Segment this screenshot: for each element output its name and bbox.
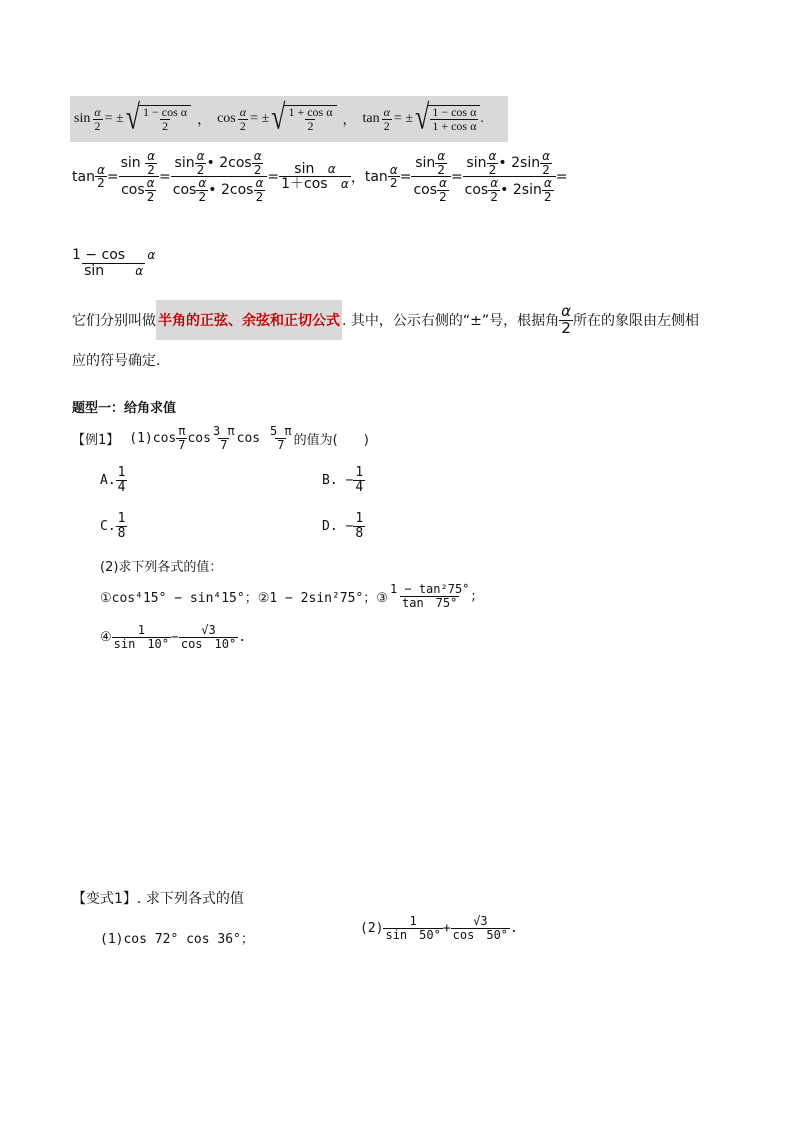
option-a[interactable]: A. $\frac{1}{4}$ — [100, 465, 126, 495]
tan-fn: tan — [362, 111, 380, 126]
tan-derivation: tan $\frac{\alpha}{2}$ = sin $\frac{\alpha}{2}$ cos $\frac{\alpha}{2}$ = sin $\frac{\alpha}{2}$ • 2cos $\frac{\alpha}{2}$ cos $\frac{\alpha}{2}$ • 2cos $\frac{\alpha}{2}$ = sin α 1＋cos α ， tan $\frac{\alpha}{2}$ = sin $\frac{\alpha}{2}$ cos $\frac{\alpha}{2}$ = sin $\frac{\alpha}{2}$ • 2sin $\frac{\alpha}{2}$ cos $\frac{\alpha}{2}$ • 2sin $\frac{\alpha}{2}$ = — [72, 149, 568, 204]
eq-pm: = ± — [104, 111, 124, 126]
variant1-q1: (1)cos 72° cos 36°； — [100, 932, 254, 947]
sin-over-cos: sin $\frac{\alpha}{2}$ cos $\frac{\alpha}{2}$ — [119, 150, 159, 203]
sin-over-cos-2: sin $\frac{\alpha}{2}$ cos $\frac{\alpha}{2}$ — [411, 150, 450, 203]
sqrt-cos: √ $\frac{\text{1 + cos α}}{2}$ — [271, 105, 336, 132]
sin-2sin-fraction: sin $\frac{\alpha}{2}$ • 2sin $\frac{\alpha}{2}$ cos $\frac{\alpha}{2}$ • 2sin $\frac{\alpha}{2}$ — [463, 150, 556, 203]
sin-2cos-fraction: sin $\frac{\alpha}{2}$ • 2cos $\frac{\alpha}{2}$ cos $\frac{\alpha}{2}$ • 2cos $\frac{\alpha}{2}$ — [171, 150, 268, 203]
option-d[interactable]: D. − $\frac{1}{8}$ — [322, 511, 364, 541]
option-c[interactable]: C. $\frac{1}{8}$ — [100, 511, 126, 541]
highlight-term: 半角的正弦、余弦和正切公式 — [156, 300, 342, 340]
section-title: 题型一：给角求值 — [72, 401, 177, 416]
alpha-over-2: $\frac{\alpha}{2}$ — [561, 301, 572, 337]
variant1-q2: (2) $\frac{1}{\sin 50^\circ}$ + $\frac{√3}{\cos 50^\circ}$ . — [360, 914, 518, 942]
sin-fn: sin — [74, 111, 91, 126]
intro-paragraph-line2: 应的符号确定. — [72, 353, 161, 369]
cos-fn: cos — [217, 111, 236, 126]
example1-item4: ④ $\frac{1}{\sin 10^\circ}$ − $\frac{√3}{\cos 10^\circ}$ . — [100, 623, 247, 651]
intro-paragraph: 它们分别叫做 半角的正弦、余弦和正切公式 . 其中，公示右侧的“±”号，根据角 $\frac{\alpha}{2}$ 所在的象限由左侧相 — [72, 300, 699, 340]
alpha-over-2: $\frac{\alpha}{2}$ — [94, 104, 101, 133]
half-angle-formulas: sin $\frac{\alpha}{2}$ = ± √ $\frac{\text{1 − cos α}}{2}$ ， cos $\frac{\alpha}{2}$ = ± √ $\frac{\text{1 + cos α}}{2}$ ， tan $\frac{\alpha}{2}$ = ± √ $\frac{\text{1 − cos α}}{\text{1 + cos α}}$ . — [70, 96, 508, 142]
sin-over-1-plus-cos: sin α 1＋cos α — [281, 160, 349, 193]
alpha-over-2: $\frac{\alpha}{2}$ — [383, 104, 390, 133]
tan-final-fraction: 1 − cos α sin α — [72, 247, 156, 279]
alpha-over-2: $\frac{\alpha}{2}$ — [239, 104, 247, 133]
option-b[interactable]: B. − $\frac{1}{4}$ — [322, 465, 364, 495]
sqrt-tan: √ $\frac{\text{1 − cos α}}{\text{1 + cos α}}$ — [415, 105, 480, 132]
variant1-title: 【变式1】 . 求下列各式的值 — [72, 891, 244, 907]
example1-items: ①cos⁴15° − sin⁴15°；②1 − 2sin²75°；③ $\frac{\text{1 − tan²75°}}{\tan 75^\circ}$ ; — [100, 582, 476, 610]
sqrt-sin: √ $\frac{\text{1 − cos α}}{2}$ — [126, 105, 191, 132]
example1-part2-title: (2)求下列各式的值： — [100, 560, 223, 575]
example1-question: 【例1】 (1)cos $\frac{\pi}{7}$ cos $\frac{3 \pi}{7}$ cos $\frac{5 \pi}{7}$ 的值为( ) — [72, 424, 369, 452]
